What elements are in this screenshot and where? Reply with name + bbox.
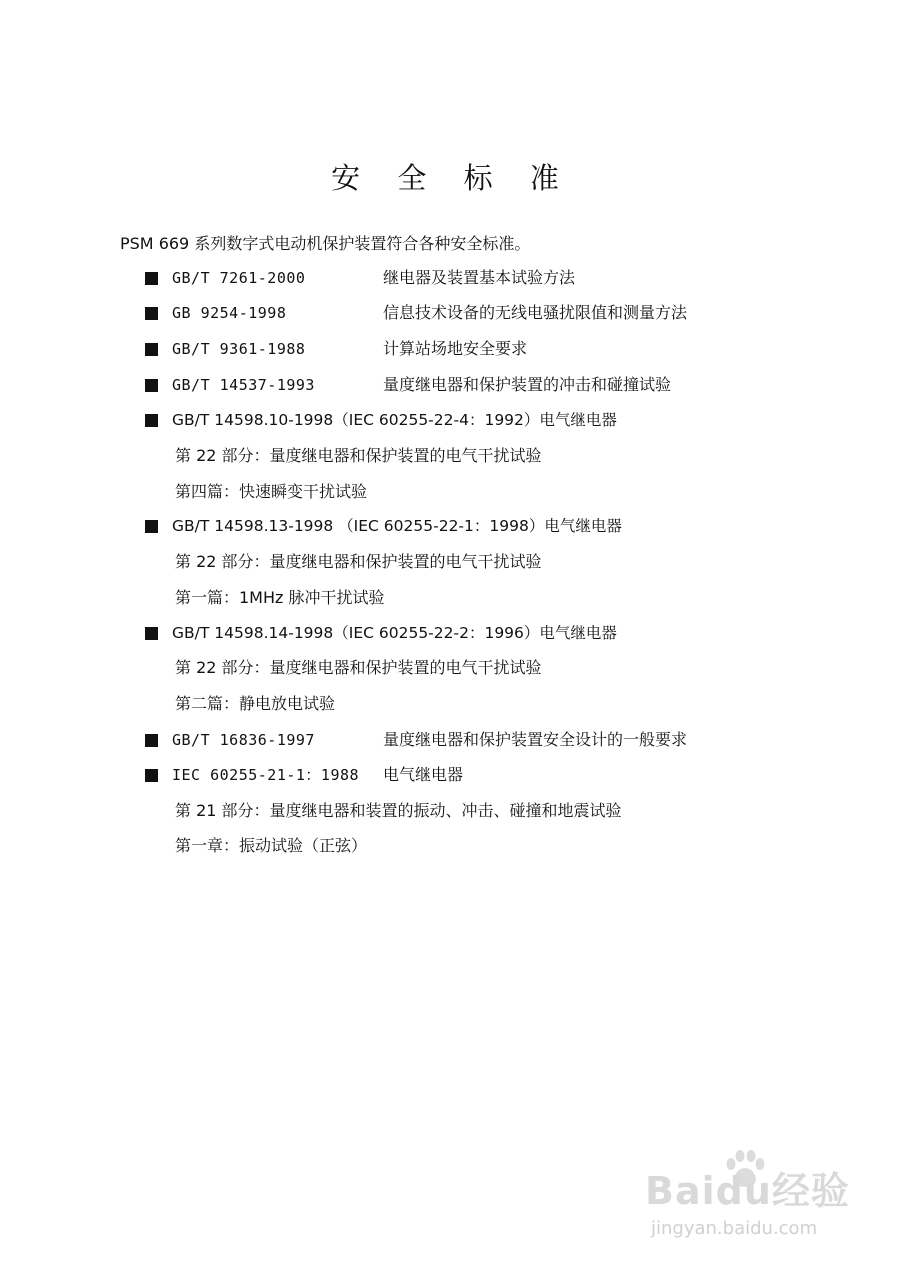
standard-code: GB/T 14537-1993 (172, 376, 315, 394)
standard-desc: 量度继电器和保护装置的冲击和碰撞试验 (383, 375, 672, 394)
bullet-icon (145, 769, 158, 782)
baidu-watermark (645, 1150, 885, 1260)
standard-desc: 电气继电器 (383, 765, 464, 784)
standard-sub-part: 第 22 部分：量度继电器和保护装置的电气干扰试验 (175, 446, 542, 465)
watermark-url: jingyan.baidu.com (651, 1218, 818, 1239)
bullet-icon (145, 627, 158, 640)
standard-code: GB/T 7261-2000 (172, 269, 306, 287)
bullet-icon (145, 520, 158, 533)
standard-desc: 信息技术设备的无线电骚扰限值和测量方法 (383, 303, 688, 322)
standard-sub-part: 第 21 部分：量度继电器和装置的振动、冲击、碰撞和地震试验 (175, 801, 622, 820)
bullet-icon (145, 307, 158, 320)
standard-sub-section: 第一篇：1MHz 脉冲干扰试验 (175, 588, 385, 607)
standard-code: IEC 60255-21-1：1988 (172, 766, 360, 784)
standard-desc: 计算站场地安全要求 (383, 339, 528, 358)
standard-sub-section: 第一章：振动试验（正弦） (175, 836, 368, 855)
standard-sub-section: 第四篇：快速瞬变干扰试验 (175, 482, 368, 501)
standard-code: GB/T 14598.13-1998 （IEC 60255-22-1：1998）电气继电器 (172, 517, 622, 535)
standard-code: GB/T 9361-1988 (172, 340, 306, 358)
bullet-icon (145, 734, 158, 747)
standard-code: GB/T 14598.14-1998（IEC 60255-22-2：1996）电气继电器 (172, 624, 617, 642)
standard-code: GB 9254-1998 (172, 304, 287, 322)
bullet-icon (145, 272, 158, 285)
bullet-icon (145, 343, 158, 356)
standard-desc: 量度继电器和保护装置安全设计的一般要求 (383, 730, 688, 749)
standard-code: GB/T 16836-1997 (172, 731, 315, 749)
standard-sub-section: 第二篇：静电放电试验 (175, 694, 336, 713)
bullet-icon (145, 414, 158, 427)
standard-code: GB/T 14598.10-1998（IEC 60255-22-4：1992）电气继电器 (172, 411, 617, 429)
watermark-logo: Baidu经验 (645, 1169, 850, 1213)
bullet-icon (145, 379, 158, 392)
page-title: 安 全 标 准 (331, 161, 573, 195)
intro-text: PSM 669 系列数字式电动机保护装置符合各种安全标准。 (120, 234, 531, 253)
standard-desc: 继电器及装置基本试验方法 (383, 268, 576, 287)
standard-sub-part: 第 22 部分：量度继电器和保护装置的电气干扰试验 (175, 658, 542, 677)
standard-sub-part: 第 22 部分：量度继电器和保护装置的电气干扰试验 (175, 552, 542, 571)
